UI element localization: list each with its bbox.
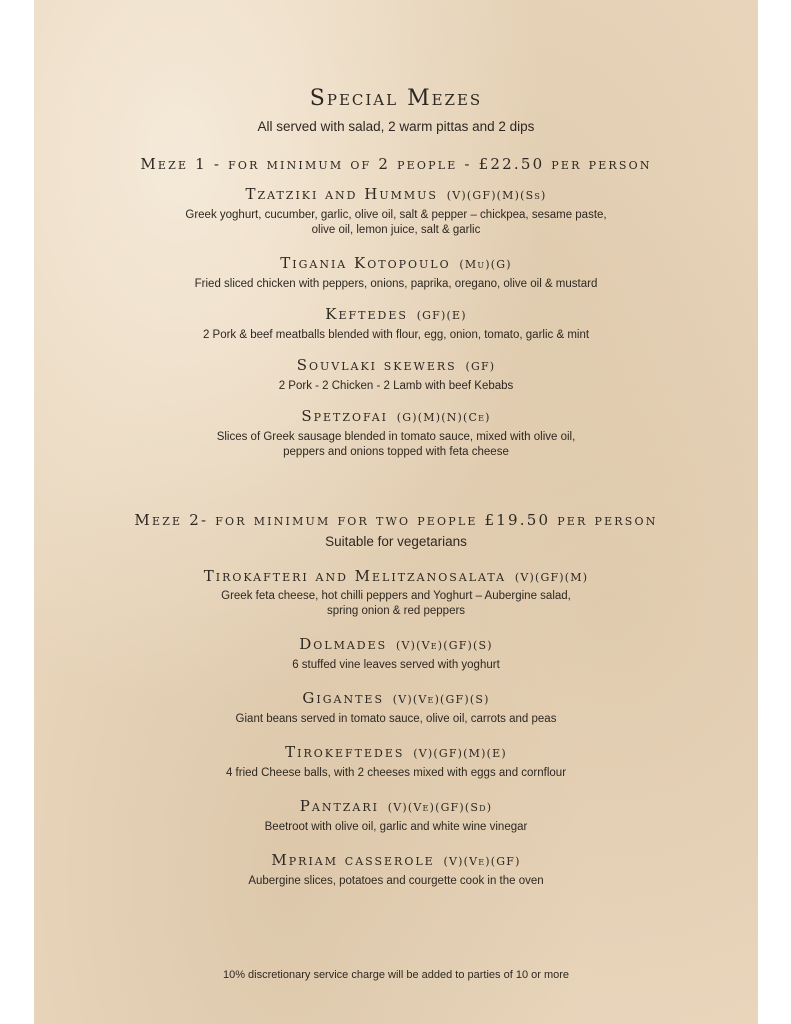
service-charge-note: 10% discretionary service charge will be added to parties of 10 or more bbox=[222, 969, 570, 981]
dish-description bbox=[34, 328, 758, 343]
dish-description bbox=[34, 820, 758, 835]
dish-description-line: 6 stuffed vine leaves served with yoghurt bbox=[292, 659, 500, 671]
dish-description-line: 2 Pork & beef meatballs blended with flour, egg, onion, tomato, garlic & mint bbox=[202, 329, 590, 341]
dish-title: Tzatziki and Hummus bbox=[245, 185, 438, 203]
dish-name bbox=[34, 305, 758, 323]
dish-title: Gigantes bbox=[302, 689, 384, 707]
dish-title: Tirokeftedes bbox=[285, 743, 405, 761]
dish-tags: (Mu)(G) bbox=[459, 258, 512, 271]
dish-name bbox=[34, 797, 758, 815]
menu-page bbox=[34, 0, 758, 1024]
dish-title: Mpriam casserole bbox=[271, 851, 435, 869]
dish-tags: (V)(Ve)(GF) bbox=[443, 855, 521, 868]
dish-description-line: 4 fried Cheese balls, with 2 cheeses mixed with eggs and cornflour bbox=[225, 767, 567, 779]
dish-tags: (V)(Ve)(GF)(Sd) bbox=[387, 801, 493, 814]
dish-name bbox=[34, 254, 758, 272]
dish-description bbox=[34, 208, 758, 238]
dish-title: Tigania Kotopoulo bbox=[280, 254, 451, 272]
dish-name bbox=[34, 567, 758, 585]
dish-tags: (G)(M)(N)(Ce) bbox=[396, 411, 491, 424]
dish-description bbox=[34, 430, 758, 460]
dish-tags: (GF) bbox=[465, 360, 496, 373]
dish-name bbox=[34, 743, 758, 761]
page-subtitle: All served with salad, 2 warm pittas and 2 dips bbox=[257, 119, 535, 134]
dish-description-line: spring onion & red peppers bbox=[326, 605, 466, 617]
dish-name bbox=[34, 635, 758, 653]
dish-tags: (V)(Ve)(GF)(S) bbox=[392, 693, 490, 706]
dish-tags: (GF)(E) bbox=[416, 309, 467, 322]
dish-description-line: Giant beans served in tomato sauce, olive oil, carrots and peas bbox=[235, 713, 557, 725]
dish-description bbox=[34, 874, 758, 889]
meze1-heading: Meze 1 - for minimum of 2 people - £22.50 per person bbox=[140, 155, 652, 173]
dish-description bbox=[34, 658, 758, 673]
page-title: Special Mezes bbox=[309, 86, 483, 111]
dish-description-line: 2 Pork - 2 Chicken - 2 Lamb with beef Kebabs bbox=[278, 380, 514, 392]
dish-title: Dolmades bbox=[299, 635, 388, 653]
dish-name bbox=[34, 689, 758, 707]
meze2-heading: Meze 2- for minimum for two people £19.50 per person bbox=[134, 511, 658, 529]
dish-name bbox=[34, 851, 758, 869]
dish-tags: (V)(GF)(M)(Ss) bbox=[446, 189, 547, 202]
dish-name bbox=[34, 356, 758, 374]
dish-title: Pantzari bbox=[299, 797, 379, 815]
dish-description bbox=[34, 589, 758, 619]
dish-description-line: peppers and onions topped with feta cheese bbox=[283, 446, 509, 458]
dish-name bbox=[34, 185, 758, 203]
dish-title: Tirokafteri and Melitzanosalata bbox=[203, 567, 507, 585]
dish-title: Souvlaki skewers bbox=[296, 356, 457, 374]
dish-title: Keftedes bbox=[325, 305, 408, 323]
dish-description bbox=[34, 712, 758, 727]
dish-description bbox=[34, 379, 758, 394]
dish-description-line: Greek yoghurt, cucumber, garlic, olive oil, salt & pepper – chickpea, sesame paste, bbox=[185, 209, 607, 221]
dish-description-line: Aubergine slices, potatoes and courgette cook in the oven bbox=[248, 875, 544, 887]
dish-description bbox=[34, 766, 758, 781]
dish-title: Spetzofai bbox=[301, 407, 388, 425]
dish-description-line: Slices of Greek sausage blended in tomato sauce, mixed with olive oil, bbox=[216, 431, 576, 443]
dish-description-line: olive oil, lemon juice, salt & garlic bbox=[311, 224, 481, 236]
dish-description-line: Greek feta cheese, hot chilli peppers and Yoghurt – Aubergine salad, bbox=[221, 590, 571, 602]
dish-description-line: Fried sliced chicken with peppers, onions, paprika, oregano, olive oil & mustard bbox=[194, 278, 598, 290]
dish-description-line: Beetroot with olive oil, garlic and white wine vinegar bbox=[264, 821, 528, 833]
dish-name bbox=[34, 407, 758, 425]
dish-description bbox=[34, 277, 758, 292]
dish-tags: (V)(GF)(M) bbox=[514, 571, 589, 584]
meze2-subheading: Suitable for vegetarians bbox=[325, 534, 467, 549]
dish-tags: (V)(Ve)(GF)(S) bbox=[395, 639, 493, 652]
dish-tags: (V)(GF)(M)(E) bbox=[413, 747, 507, 760]
